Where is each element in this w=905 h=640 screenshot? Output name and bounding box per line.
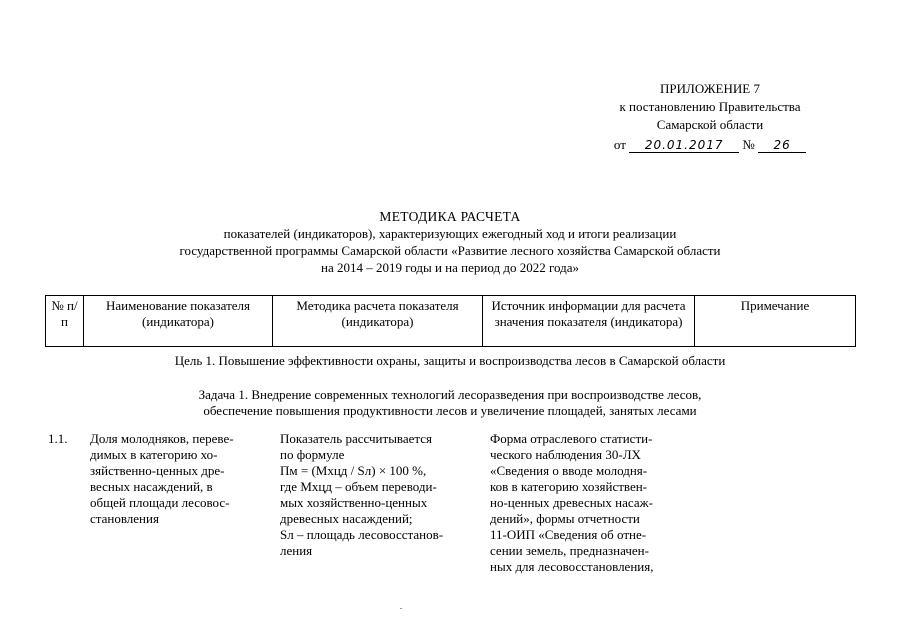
number-label: № — [742, 137, 755, 152]
number-field — [758, 138, 806, 153]
indicator-name — [90, 431, 270, 527]
name-line: весных насаждений, в — [90, 479, 213, 494]
table-header-row — [46, 296, 856, 347]
source-line: ных для лесовосстановления, — [490, 559, 654, 574]
appendix-line-3: Самарской области — [656, 117, 764, 132]
method-line: ления — [280, 543, 313, 558]
calculation-method — [280, 431, 480, 559]
header-indicator-name: Наименование показателя (индикатора) — [84, 296, 273, 347]
source-line: 11-ОИП «Сведения об отне- — [490, 527, 647, 542]
name-line: зяйственно-ценных дре- — [90, 463, 225, 478]
appendix-block — [560, 80, 860, 154]
method-line: по формуле — [280, 447, 345, 462]
document-heading — [80, 208, 820, 276]
heading-line-3: на 2014 – 2019 годы и на период до 2022 года» — [321, 260, 579, 275]
name-line: общей площади лесовос- — [90, 495, 230, 510]
document-title: МЕТОДИКА РАСЧЕТА — [379, 209, 521, 224]
name-line: Доля молодняков, переве- — [90, 431, 234, 446]
method-line: где Мхцд – объем переводи- — [280, 479, 437, 494]
method-line: мых хозяйственно-ценных — [280, 495, 428, 510]
appendix-line-2: к постановлению Правительства — [619, 99, 801, 114]
row-number: 1.1. — [48, 431, 68, 446]
date-field — [629, 138, 739, 153]
source-line: сении земель, предназначен- — [490, 543, 649, 558]
method-line: Показатель рассчитывается — [280, 431, 433, 446]
handwritten-date: 20.01.2017 — [644, 138, 724, 152]
task-line-2: обеспечение повышения продуктивности лесов и увеличение площадей, занятых лесами — [203, 403, 697, 418]
appendix-title: ПРИЛОЖЕНИЕ 7 — [660, 81, 760, 96]
source-line: «Сведения о вводе молодня- — [490, 463, 648, 478]
source-line: ков в категорию хозяйствен- — [490, 479, 648, 494]
header-calculation-method: Методика расчета показателя (индикатора) — [273, 296, 483, 347]
method-line: древесных насаждений; — [280, 511, 413, 526]
header-number: № п/п — [46, 296, 84, 347]
source-line: дений», формы отчетности — [490, 511, 640, 526]
header-information-source: Источник информации для расчета значения показателя (индикатора) — [483, 296, 695, 347]
goal-heading: Цель 1. Повышение эффективности охраны, защиты и воспроизводства лесов в Самарской области — [174, 353, 726, 368]
heading-line-1: показателей (индикаторов), характеризующих ежегодный ход и итоги реализации — [223, 226, 677, 241]
indicator-table-header — [45, 295, 856, 347]
method-line: Sл – площадь лесовосстанов- — [280, 527, 444, 542]
handwritten-number: 26 — [773, 138, 791, 152]
source-line: но-ценных древесных насаж- — [490, 495, 653, 510]
task-line-1: Задача 1. Внедрение современных технологий лесоразведения при воспроизводстве лесов, — [198, 387, 702, 402]
header-note: Примечание — [695, 296, 856, 347]
scan-speck — [400, 608, 402, 609]
name-line: становления — [90, 511, 159, 526]
from-label: от — [613, 137, 626, 152]
name-line: димых в категорию хо- — [90, 447, 218, 462]
information-source — [490, 431, 695, 575]
source-line: ческого наблюдения 30-ЛХ — [490, 447, 641, 462]
appendix-date-line — [560, 136, 860, 154]
source-line: Форма отраслевого статисти- — [490, 431, 653, 446]
heading-line-2: государственной программы Самарской области «Развитие лесного хозяйства Самарской области — [179, 243, 721, 258]
task-heading — [45, 387, 855, 419]
formula: Пм = (Мхцд / Sл) × 100 %, — [280, 463, 427, 478]
